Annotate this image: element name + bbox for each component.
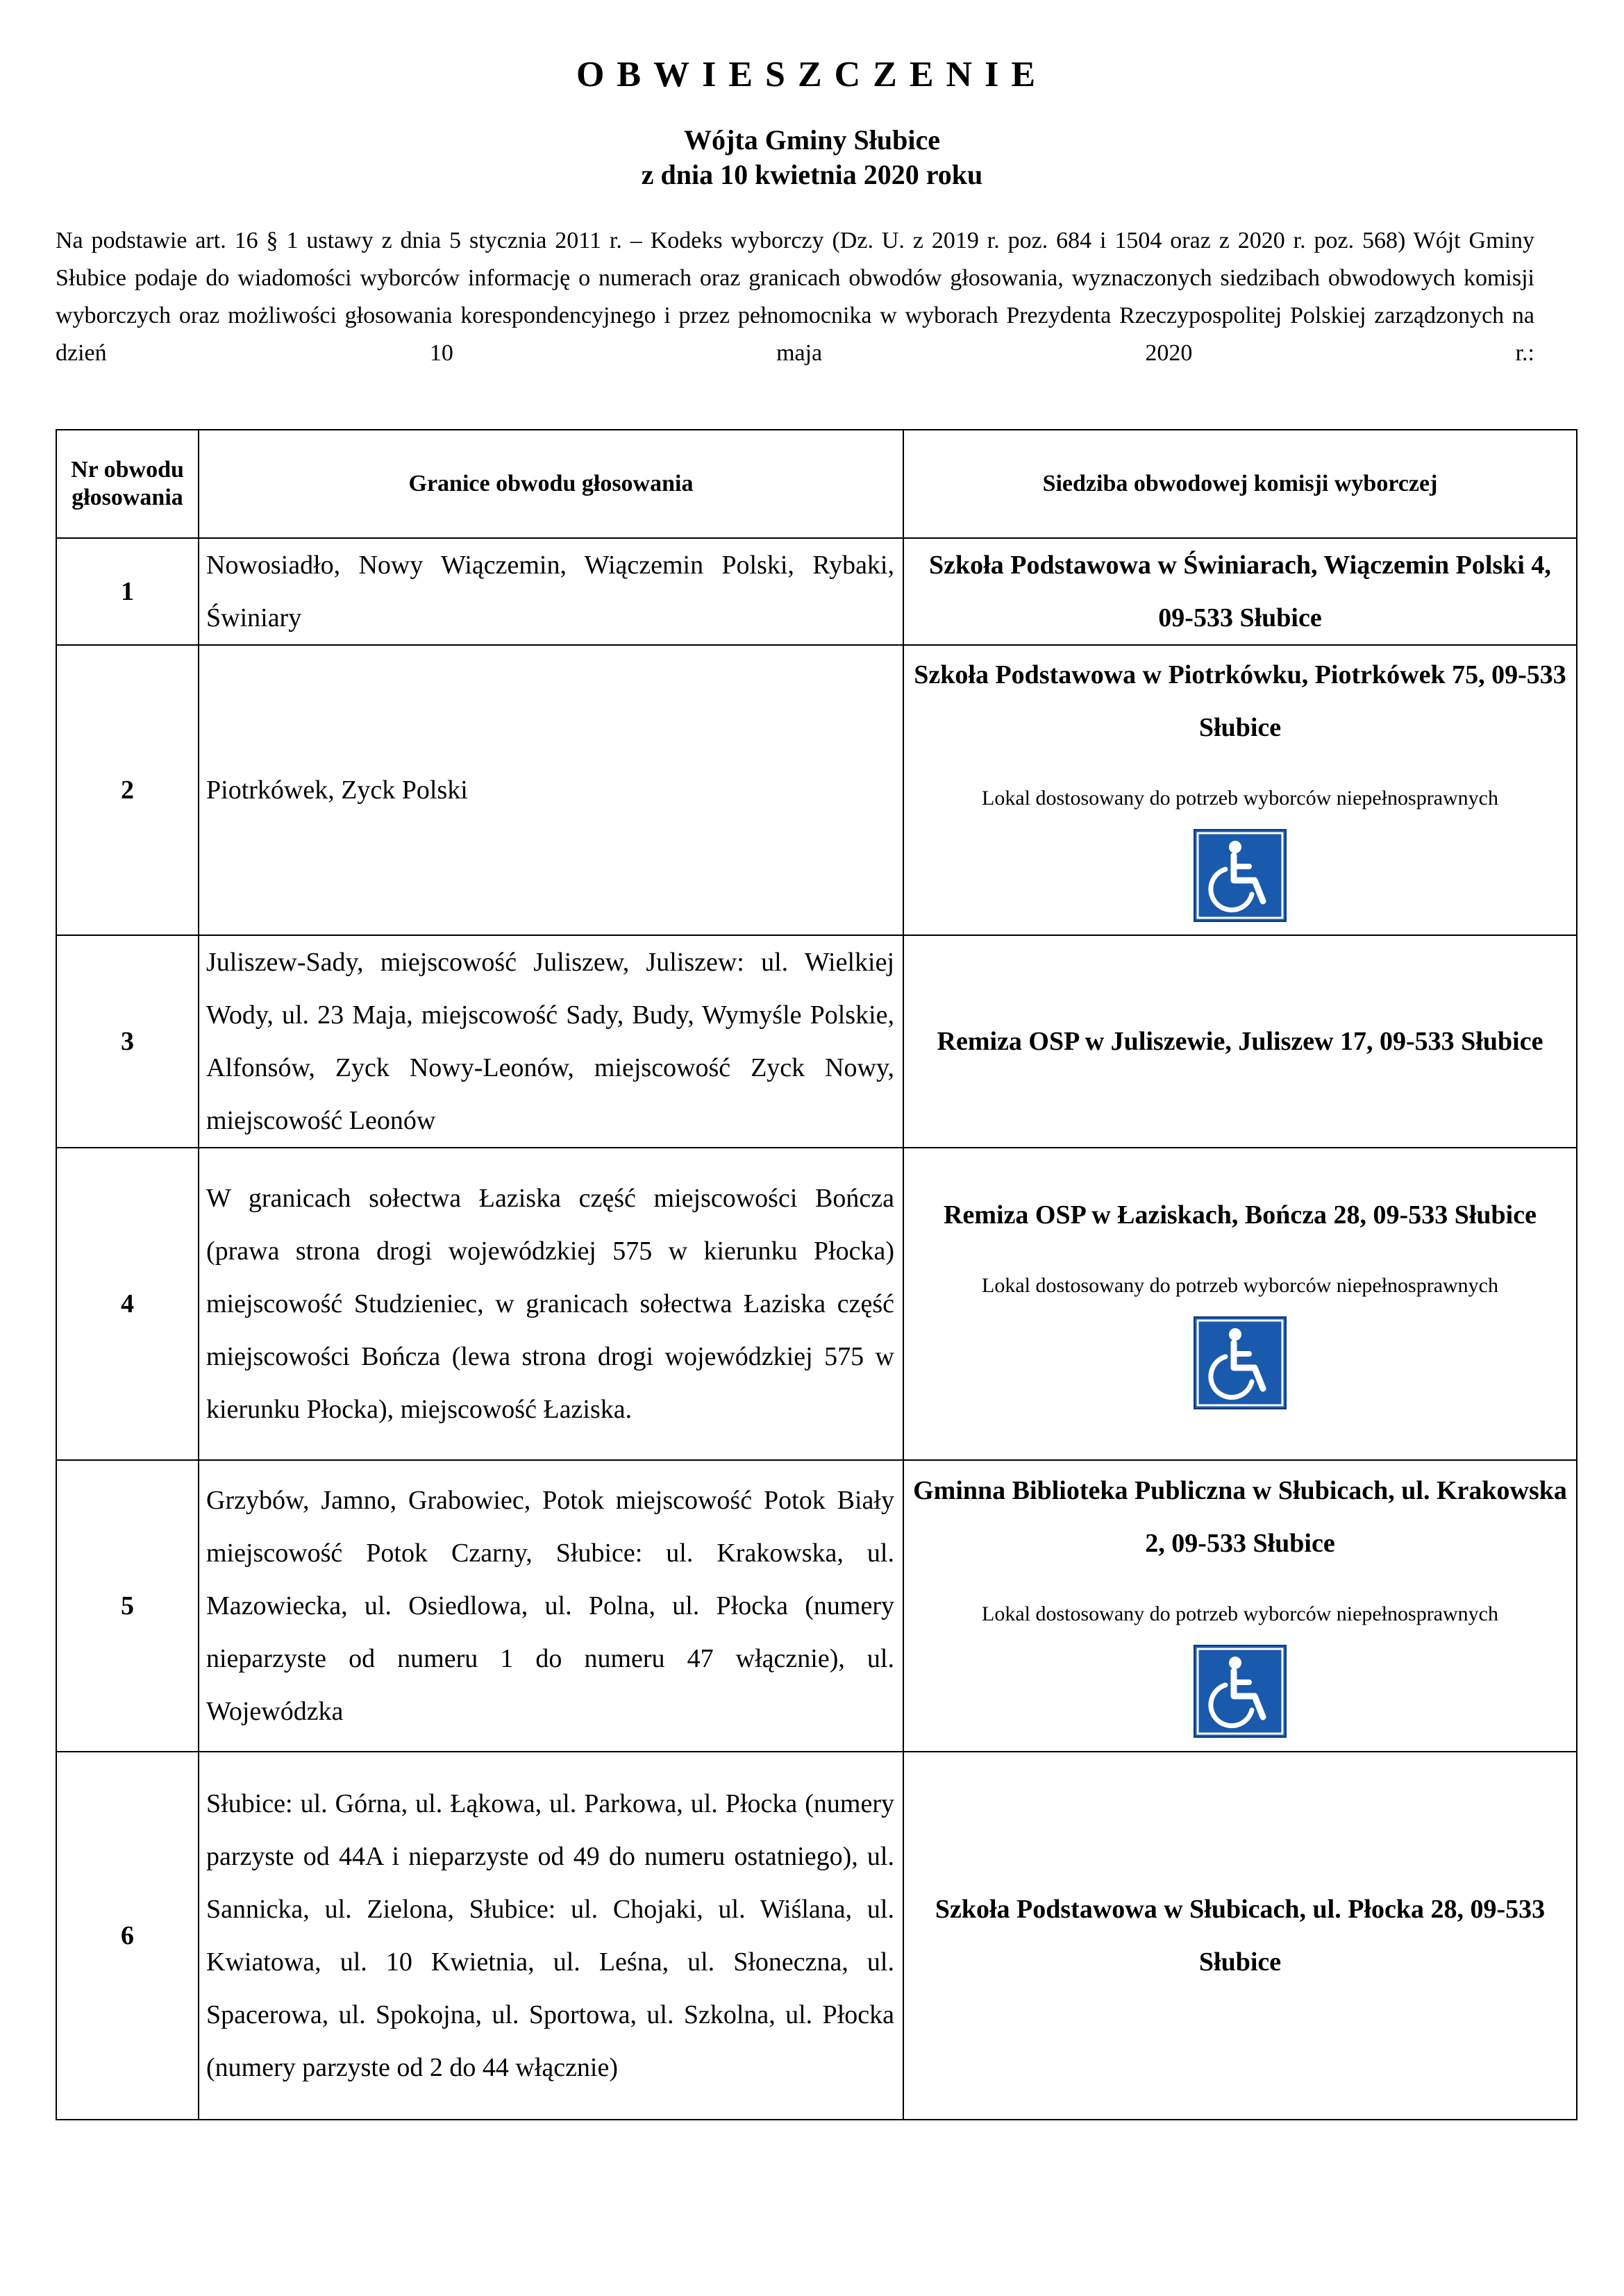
commission-seat-address: Szkoła Podstawowa w Świniarach, Wiączemin Polski 4, 09-533 Słubice: [929, 551, 1551, 632]
district-bounds: Piotrkówek, Zyck Polski: [199, 645, 903, 935]
table-row: [56, 1460, 1577, 1752]
district-number: 5: [56, 1460, 199, 1752]
header-commission-seat: Siedziba obwodowej komisji wyborczej: [903, 430, 1577, 538]
district-bounds: Słubice: ul. Górna, ul. Łąkowa, ul. Parkowa, ul. Płocka (numery parzyste od 44A i nieparzyste od 49 do numeru ostatniego), ul. Sannicka, ul. Zielona, Słubice: ul. Chojaki, ul. Wiślana, ul. Kwiatowa, ul. 10 Kwietnia, ul. Leśna, ul. Słoneczna, ul. Spacerowa, ul. Spokojna, ul. Sportowa, ul. Szkolna, ul. Płocka (numery parzyste od 2 do 44 włącznie): [199, 1752, 903, 2120]
commission-seat-address: Szkoła Podstawowa w Słubicach, ul. Płocka 28, 09-533 Słubice: [935, 1895, 1546, 1977]
wheelchair-accessible-icon: [1194, 1645, 1287, 1738]
district-bounds: W granicach sołectwa Łaziska część miejscowości Bończa (prawa strona drogi wojewódzkiej 575 w kierunku Płocka) miejscowość Studzieniec, w granicach sołectwa Łaziska część miejscowości Bończa (lewa strona drogi wojewódzkiej 575 w kierunku Płocka), miejscowość Łaziska.: [199, 1148, 903, 1460]
commission-seat-cell: [903, 1460, 1577, 1752]
accessibility-note: Lokal dostosowany do potrzeb wyborców niepełnosprawnych: [982, 1602, 1498, 1625]
document-date: z dnia 10 kwietnia 2020 roku: [641, 159, 983, 190]
district-number: 6: [56, 1752, 199, 2120]
district-number: 2: [56, 645, 199, 935]
commission-seat-address: Remiza OSP w Juliszewie, Juliszew 17, 09-533 Słubice: [937, 1027, 1543, 1056]
table-row: [56, 645, 1577, 935]
header-district-bounds: Granice obwodu głosowania: [199, 430, 903, 538]
commission-seat-address: Gminna Biblioteka Publiczna w Słubicach, ul. Krakowska 2, 09-533 Słubice: [913, 1476, 1567, 1558]
header-district-number: Nr obwodu głosowania: [56, 430, 199, 538]
district-bounds: Juliszew-Sady, miejscowość Juliszew, Juliszew: ul. Wielkiej Wody, ul. 23 Maja, miejscowość Sady, Budy, Wymyśle Polskie, Alfonsów, Zyck Nowy-Leonów, miejscowość Zyck Nowy, miejscowość Leonów: [199, 935, 903, 1148]
wheelchair-accessible-icon: [1194, 829, 1287, 922]
table-row: [56, 935, 1577, 1148]
commission-seat-cell: [903, 645, 1577, 935]
district-number: 1: [56, 538, 199, 645]
district-number: 3: [56, 935, 199, 1148]
table-row: [56, 1148, 1577, 1460]
document-issuer: Wójta Gminy Słubice: [684, 124, 940, 156]
table-row: [56, 1752, 1577, 2120]
table-header-row: [56, 430, 1577, 538]
district-number: 4: [56, 1148, 199, 1460]
accessibility-note: Lokal dostosowany do potrzeb wyborców niepełnosprawnych: [982, 1274, 1498, 1297]
voting-districts-table: [56, 429, 1577, 2120]
district-bounds: Grzybów, Jamno, Grabowiec, Potok miejscowość Potok Biały miejscowość Potok Czarny, Słubice: ul. Krakowska, ul. Mazowiecka, ul. Osiedlowa, ul. Polna, ul. Płocka (numery nieparzyste od numeru 1 do numeru 47 włącznie), ul. Wojewódzka: [199, 1460, 903, 1752]
intro-paragraph: Na podstawie art. 16 § 1 ustawy z dnia 5 stycznia 2011 r. – Kodeks wyborczy (Dz. U. z 2019 r. poz. 684 i 1504 oraz z 2020 r. poz. 568) Wójt Gminy Słubice podaje do wiadomości wyborców informację o numerach oraz granicach obwodów głosowania, wyznaczonych siedzibach obwodowych komisji wyborczych oraz możliwości głosowania korespondencyjnego i przez pełnomocnika w wyborach Prezydenta Rzeczypospolitej Polskiej zarządzonych na dzień 10 maja 2020 r.:: [56, 228, 1534, 366]
accessibility-note: Lokal dostosowany do potrzeb wyborców niepełnosprawnych: [982, 787, 1498, 810]
commission-seat-address: Remiza OSP w Łaziskach, Bończa 28, 09-533 Słubice: [944, 1200, 1537, 1230]
commission-seat-cell: [903, 1148, 1577, 1460]
table-row: [56, 538, 1577, 645]
document-title: OBWIESZCZENIE: [576, 55, 1048, 94]
wheelchair-accessible-icon: [1194, 1316, 1287, 1409]
commission-seat-address: Szkoła Podstawowa w Piotrkówku, Piotrkówek 75, 09-533 Słubice: [914, 660, 1566, 742]
district-bounds: Nowosiadło, Nowy Wiączemin, Wiączemin Polski, Rybaki, Świniary: [199, 538, 903, 645]
commission-seat-cell: [903, 935, 1577, 1148]
commission-seat-cell: [903, 538, 1577, 645]
commission-seat-cell: [903, 1752, 1577, 2120]
